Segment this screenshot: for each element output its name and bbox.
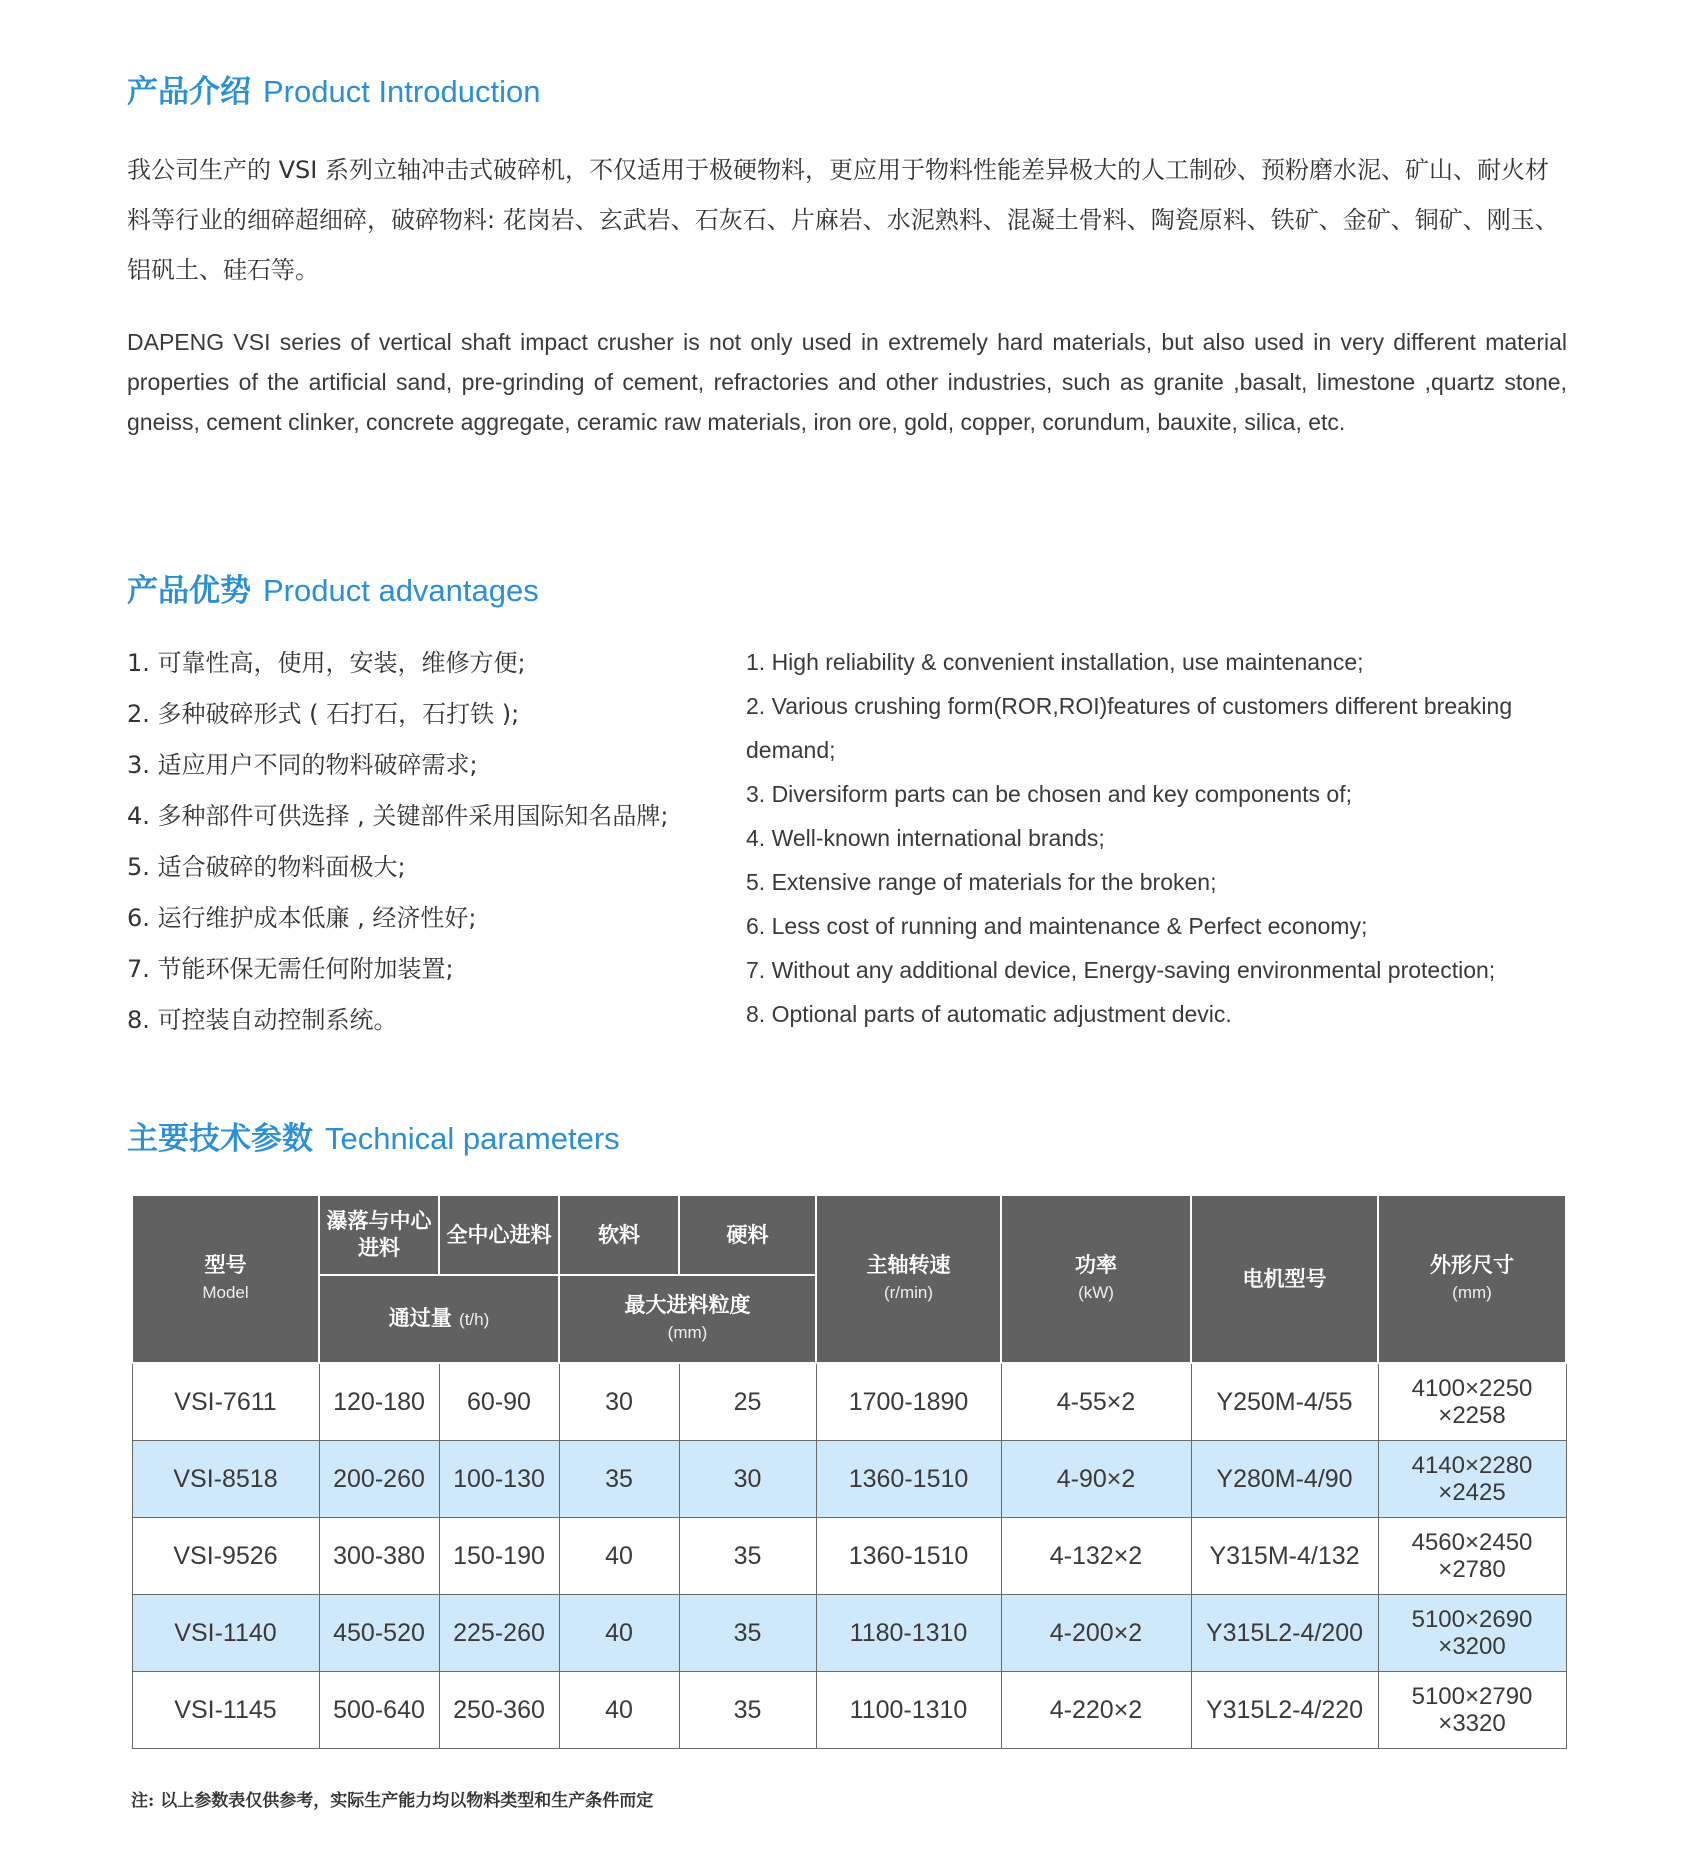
- cell-model: VSI-9526: [132, 1518, 319, 1595]
- table-footnote: 注: 以上参数表仅供参考，实际生产能力均以物料类型和生产条件而定: [131, 1791, 654, 1811]
- advantage-item-en: 2. Various crushing form(ROR,ROI)features of customers different breaking demand;: [746, 693, 1513, 763]
- cell-power: 4-55×2: [1001, 1363, 1191, 1441]
- intro-title-cn: 产品介绍: [127, 74, 251, 110]
- intro-title-en: Product Introduction: [263, 74, 541, 109]
- advantage-item-en: 3. Diversiform parts can be chosen and key components of;: [746, 781, 1352, 807]
- cell-soft: 35: [559, 1441, 679, 1518]
- cell-cascade: 450-520: [319, 1595, 439, 1672]
- table-row: [132, 1518, 1566, 1595]
- cell-motor: Y315M-4/132: [1191, 1518, 1378, 1595]
- table-row: [132, 1363, 1566, 1441]
- cell-speed: 1700-1890: [816, 1363, 1001, 1441]
- cell-center: 250-360: [439, 1672, 559, 1749]
- tech-title-cn: 主要技术参数: [127, 1121, 313, 1157]
- cell-motor: Y250M-4/55: [1191, 1363, 1378, 1441]
- cell-model: VSI-8518: [132, 1441, 319, 1518]
- header-cascade: 瀑落与中心进料: [319, 1195, 439, 1275]
- cell-cascade: 120-180: [319, 1363, 439, 1441]
- header-power: 功率 (kW): [1001, 1195, 1191, 1363]
- cell-hard: 25: [679, 1363, 816, 1441]
- cell-hard: 35: [679, 1595, 816, 1672]
- cell-dims: 4100×2250 ×2258: [1378, 1363, 1566, 1441]
- advantage-item-cn: 1. 可靠性高，使用，安装，维修方便;: [127, 649, 526, 677]
- cell-soft: 40: [559, 1672, 679, 1749]
- advantages-title-en: Product advantages: [263, 573, 539, 608]
- cell-soft: 40: [559, 1518, 679, 1595]
- header-model: 型号 Model: [132, 1195, 319, 1363]
- advantage-item-cn: 7. 节能环保无需任何附加装置;: [127, 955, 454, 983]
- cell-motor: Y315L2-4/220: [1191, 1672, 1378, 1749]
- advantage-item-en: 8. Optional parts of automatic adjustment devic.: [746, 1001, 1232, 1027]
- cell-model: VSI-1140: [132, 1595, 319, 1672]
- cell-dims: 4140×2280 ×2425: [1378, 1441, 1566, 1518]
- cell-dims: 5100×2690 ×3200: [1378, 1595, 1566, 1672]
- cell-hard: 35: [679, 1518, 816, 1595]
- cell-power: 4-200×2: [1001, 1595, 1191, 1672]
- intro-text-cn: 我公司生产的 VSI 系列立轴冲击式破碎机，不仅适用于极硬物料，更应用于物料性能差异极大的人工制砂、预粉磨水泥、矿山、耐火材料等行业的细碎超细碎，破碎物料: 花岗岩、玄武岩、石灰石、片麻岩、水泥熟料、混凝土骨料、陶瓷原料、铁矿、金矿、铜矿、刚玉、铝矾土、硅石等。: [127, 156, 1559, 284]
- cell-dims: 5100×2790 ×3320: [1378, 1672, 1566, 1749]
- header-speed: 主轴转速 (r/min): [816, 1195, 1001, 1363]
- advantages-list-en: [746, 640, 1566, 1036]
- advantage-item-en: 7. Without any additional device, Energy-saving environmental protection;: [746, 957, 1496, 983]
- cell-center: 225-260: [439, 1595, 559, 1672]
- advantages-list-cn: [127, 638, 717, 1046]
- header-hard: 硬料: [679, 1195, 816, 1275]
- advantage-item-cn: 2. 多种破碎形式 ( 石打石，石打铁 );: [127, 700, 520, 728]
- table-row: [132, 1595, 1566, 1672]
- header-feed-size: 最大进料粒度 (mm): [559, 1275, 816, 1363]
- advantage-item-cn: 3. 适应用户不同的物料破碎需求;: [127, 751, 478, 779]
- header-dims: 外形尺寸 (mm): [1378, 1195, 1566, 1363]
- advantage-item-cn: 5. 适合破碎的物料面极大;: [127, 853, 406, 881]
- cell-motor: Y280M-4/90: [1191, 1441, 1378, 1518]
- cell-center: 150-190: [439, 1518, 559, 1595]
- table-row: [132, 1441, 1566, 1518]
- cell-power: 4-90×2: [1001, 1441, 1191, 1518]
- advantage-item-en: 5. Extensive range of materials for the broken;: [746, 869, 1217, 895]
- tech-title-en: Technical parameters: [325, 1121, 620, 1156]
- cell-speed: 1360-1510: [816, 1518, 1001, 1595]
- cell-cascade: 200-260: [319, 1441, 439, 1518]
- advantage-item-cn: 4. 多种部件可供选择 , 关键部件采用国际知名品牌;: [127, 802, 669, 830]
- header-capacity: 通过量 (t/h): [319, 1275, 559, 1363]
- cell-power: 4-132×2: [1001, 1518, 1191, 1595]
- advantages-title: [127, 565, 539, 610]
- cell-center: 60-90: [439, 1363, 559, 1441]
- cell-center: 100-130: [439, 1441, 559, 1518]
- cell-motor: Y315L2-4/200: [1191, 1595, 1378, 1672]
- cell-speed: 1360-1510: [816, 1441, 1001, 1518]
- advantages-title-cn: 产品优势: [127, 573, 251, 609]
- cell-soft: 40: [559, 1595, 679, 1672]
- intro-text-en: DAPENG VSI series of vertical shaft impact crusher is not only used in extremely hard materials, but also used in very different material properties of the artificial sand, pre-grinding of cement, refractories and other industries, such as granite ,basalt, limestone ,quartz stone, gneiss, cement clinker, concrete aggregate, ceramic raw materials, iron ore, gold, copper, corundum, bauxite, silica, etc.: [127, 329, 1567, 435]
- cell-cascade: 300-380: [319, 1518, 439, 1595]
- cell-speed: 1100-1310: [816, 1672, 1001, 1749]
- cell-power: 4-220×2: [1001, 1672, 1191, 1749]
- tech-title: [127, 1113, 620, 1158]
- cell-hard: 30: [679, 1441, 816, 1518]
- intro-title: [127, 66, 540, 111]
- advantage-item-en: 4. Well-known international brands;: [746, 825, 1105, 851]
- tech-params-table: [131, 1194, 1567, 1749]
- header-motor: 电机型号: [1191, 1195, 1378, 1363]
- advantage-item-cn: 8. 可控装自动控制系统。: [127, 1006, 398, 1034]
- table-row: [132, 1672, 1566, 1749]
- cell-speed: 1180-1310: [816, 1595, 1001, 1672]
- header-center: 全中心进料: [439, 1195, 559, 1275]
- cell-cascade: 500-640: [319, 1672, 439, 1749]
- table-header-row: [132, 1195, 1566, 1275]
- cell-model: VSI-1145: [132, 1672, 319, 1749]
- cell-hard: 35: [679, 1672, 816, 1749]
- advantage-item-en: 1. High reliability & convenient installation, use maintenance;: [746, 649, 1364, 675]
- header-soft: 软料: [559, 1195, 679, 1275]
- cell-dims: 4560×2450 ×2780: [1378, 1518, 1566, 1595]
- advantage-item-cn: 6. 运行维护成本低廉 , 经济性好;: [127, 904, 477, 932]
- advantage-item-en: 6. Less cost of running and maintenance & Perfect economy;: [746, 913, 1368, 939]
- cell-soft: 30: [559, 1363, 679, 1441]
- cell-model: VSI-7611: [132, 1363, 319, 1441]
